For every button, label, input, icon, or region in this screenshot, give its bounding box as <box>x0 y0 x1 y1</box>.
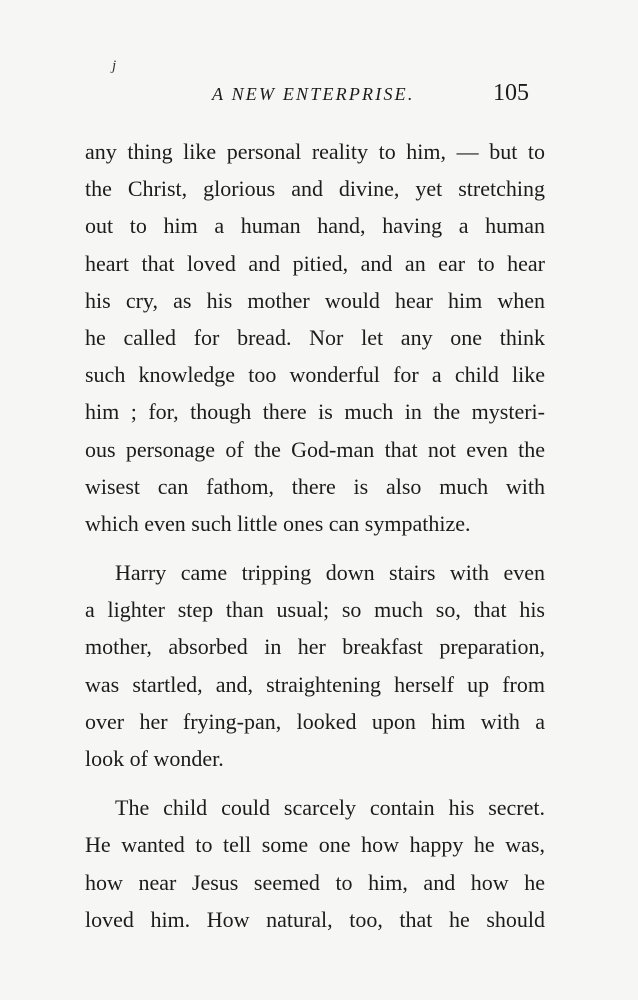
stray-print-mark: j <box>112 58 117 74</box>
text-line: He wanted to tell some one how happy he was, <box>85 832 545 858</box>
text-line: how near Jesus seemed to him, and how he <box>85 869 545 895</box>
text-line: which even such little ones can sympathize. <box>85 510 471 536</box>
text-line: his cry, as his mother would hear him when <box>85 287 545 313</box>
text-line: him ; for, though there is much in the mysteri- <box>85 399 545 425</box>
running-head <box>0 80 638 110</box>
text-line: The child could scarcely contain his secret. <box>115 795 545 821</box>
text-line: out to him a human hand, having a human <box>85 213 545 239</box>
text-line: look of wonder. <box>85 746 224 771</box>
paragraph-gap <box>85 777 545 789</box>
text-line: was startled, and, straightening herself up from <box>85 671 545 697</box>
text-line: loved him. How natural, too, that he should <box>85 906 545 932</box>
text-line: any thing like personal reality to him, — but to <box>85 139 545 164</box>
text-line: such knowledge too wonderful for a child like <box>85 362 545 388</box>
text-line: a lighter step than usual; so much so, that his <box>85 597 545 623</box>
text-line: the Christ, glorious and divine, yet stretching <box>85 176 545 202</box>
body-text <box>85 133 545 938</box>
page-number: 105 <box>493 80 529 106</box>
text-line: over her frying-pan, looked upon him with a <box>85 708 545 734</box>
text-line: ous personage of the God-man that not even the <box>85 436 545 462</box>
text-line: Harry came tripping down stairs with even <box>115 560 545 586</box>
paragraph-gap <box>85 542 545 554</box>
text-line: heart that loved and pitied, and an ear to hear <box>85 250 545 276</box>
text-line: mother, absorbed in her breakfast preparation, <box>85 634 545 660</box>
text-line: wisest can fathom, there is also much with <box>85 473 545 499</box>
text-line: he called for bread. Nor let any one think <box>85 324 545 350</box>
running-title: A NEW ENTERPRISE. <box>212 84 415 104</box>
